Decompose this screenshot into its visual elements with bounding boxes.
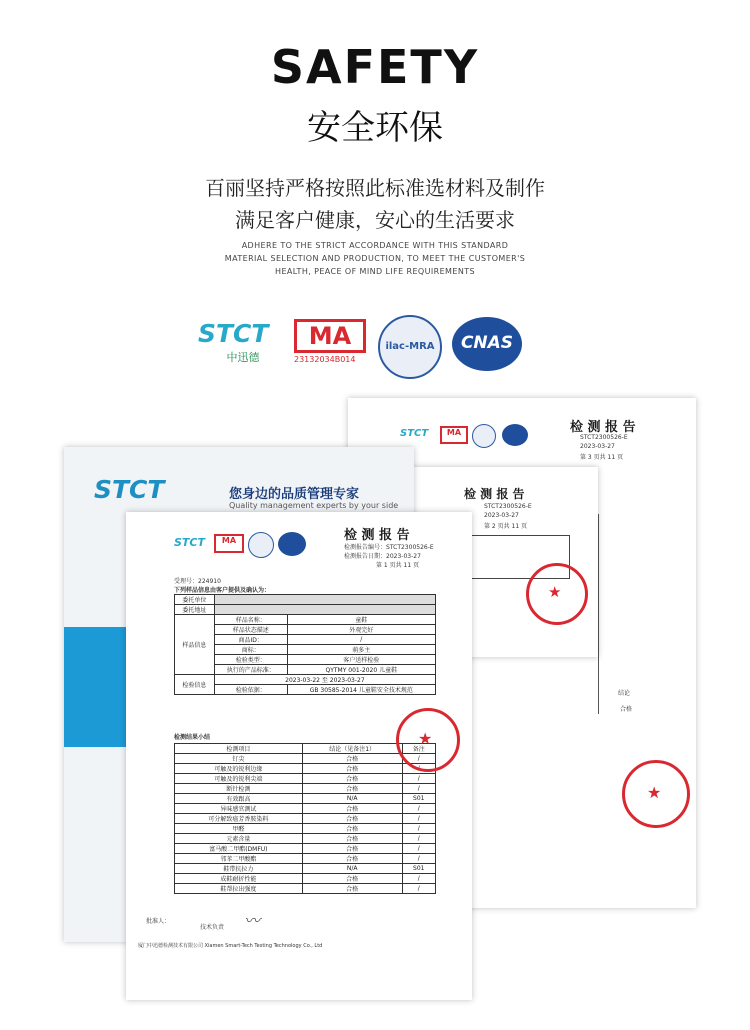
result-cell-item: 成鞋耐折性能 xyxy=(175,874,303,884)
official-stamp: ★ xyxy=(622,760,690,828)
result-cell-item: 有效跟高 xyxy=(175,794,303,804)
result-cell-remark: / xyxy=(402,874,435,884)
period-group-label: 检验信息 xyxy=(175,675,215,695)
result-cell-item: 甲醛 xyxy=(175,824,303,834)
result-cell-item: 鞋带抗拉力 xyxy=(175,864,303,874)
result-cell-remark: / xyxy=(402,774,435,784)
result-cell-remark: / xyxy=(402,754,435,764)
report-footer: 厦门中迅德检测技术有限公司 Xiamen Smart-Tech Testing Technology Co., Ltd xyxy=(138,943,323,949)
cnas-mini-logo xyxy=(502,424,528,446)
report-title: 检 测 报 告 xyxy=(464,487,525,501)
english-line-2: MATERIAL SELECTION AND PRODUCTION, TO MEET THE CUSTOMER'S xyxy=(224,254,526,263)
result-cell-result: 合格 xyxy=(302,884,402,894)
cnas-mini-logo xyxy=(278,532,306,556)
result-cell-result: 合格 xyxy=(302,784,402,794)
receipt-number: 受理号：224910 xyxy=(174,578,221,585)
sample-name-value: 童鞋 xyxy=(287,615,435,625)
result-cell-remark: / xyxy=(402,824,435,834)
result-cell-remark: / xyxy=(402,814,435,824)
table-row xyxy=(175,814,436,824)
certification-logos xyxy=(198,315,528,379)
result-cell-item: 钉尖 xyxy=(175,754,303,764)
brand-value: 萌多主 xyxy=(287,645,435,655)
conclusion-value: 合格 xyxy=(620,706,633,713)
results-title: 检测结果小结 xyxy=(174,734,211,741)
client-address-label: 委托地址 xyxy=(175,605,215,615)
result-cell-result: N/A xyxy=(302,794,402,804)
result-cell-result: 合格 xyxy=(302,754,402,764)
sample-info-table xyxy=(174,594,436,695)
cnas-logo: CNAS xyxy=(452,317,522,371)
results-block xyxy=(174,732,436,894)
page-title: SAFETY xyxy=(270,40,480,94)
result-cell-result: 合格 xyxy=(302,844,402,854)
table-row xyxy=(175,864,436,874)
ilac-mini-logo xyxy=(248,532,274,558)
table-row xyxy=(175,754,436,764)
report-page-number: 第 1 页共 11 页 xyxy=(376,562,420,569)
client-unit-label: 委托单位 xyxy=(175,595,215,605)
cma-mini-logo: MA xyxy=(440,426,468,444)
result-cell-remark: / xyxy=(402,834,435,844)
ilac-mini-logo xyxy=(472,424,496,448)
report-number: STCT2300526-E xyxy=(386,544,434,551)
report-date-label: 检测报告日期： xyxy=(344,553,387,560)
brand-label: 商标： xyxy=(214,645,287,655)
cma-logo: MA 23132034B014 xyxy=(294,319,368,371)
result-cell-result: 合格 xyxy=(302,834,402,844)
sample-state-label: 样品状态描述 xyxy=(214,625,287,635)
cma-mini-logo: MA xyxy=(214,534,244,553)
brochure-slogan-en: Quality management experts by your side xyxy=(229,501,399,510)
table-row xyxy=(175,794,436,804)
sample-group-label: 样品信息 xyxy=(175,615,215,675)
result-cell-result: 合格 xyxy=(302,874,402,884)
report-title: 检 测 报 告 xyxy=(570,420,636,435)
result-cell-remark: / xyxy=(402,784,435,794)
approver-label: 批准人： xyxy=(146,918,171,925)
result-cell-remark: / xyxy=(402,804,435,814)
report-page-number: 第 3 页共 11 页 xyxy=(580,454,624,461)
ilac-mra-logo: ilac-MRA xyxy=(378,315,442,379)
table-row xyxy=(175,854,436,864)
result-cell-remark: / xyxy=(402,844,435,854)
result-cell-remark: / xyxy=(402,884,435,894)
result-cell-result: 合格 xyxy=(302,824,402,834)
table-row xyxy=(175,844,436,854)
result-cell-item: 可触及的锐利尖端 xyxy=(175,774,303,784)
result-cell-item: 可分解致癌芳香胺染料 xyxy=(175,814,303,824)
product-id-value: / xyxy=(287,635,435,645)
result-cell-item: 异味感官测试 xyxy=(175,804,303,814)
stct-mini-logo: STCT xyxy=(400,428,429,439)
col-header-remark: 备注 xyxy=(402,744,435,754)
page-subtitle: 安全环保 xyxy=(307,108,443,148)
result-cell-result: 合格 xyxy=(302,774,402,784)
result-cell-remark: S01 xyxy=(402,794,435,804)
report-page-1 xyxy=(126,512,472,1000)
table-row xyxy=(175,784,436,794)
english-line-1: ADHERE TO THE STRICT ACCORDANCE WITH THIS STANDARD xyxy=(241,241,509,250)
col-header-result: 结论（见备注1） xyxy=(302,744,402,754)
result-cell-result: 合格 xyxy=(302,764,402,774)
result-cell-item: 鞋帮拉出强度 xyxy=(175,884,303,894)
result-cell-item: 元素含量 xyxy=(175,834,303,844)
report-date: 2023-03-27 xyxy=(386,553,421,560)
result-cell-remark: / xyxy=(402,854,435,864)
result-cell-remark: S01 xyxy=(402,864,435,874)
test-type-value: 客户送样检验 xyxy=(287,655,435,665)
result-cell-result: 合格 xyxy=(302,814,402,824)
approver-title: 技术负责 xyxy=(200,924,225,931)
official-stamp: ★ xyxy=(526,563,588,625)
stct-logo: STCT 中迅德 xyxy=(198,319,269,364)
results-table xyxy=(174,743,436,894)
brochure-slogan: 您身边的品质管理专家 xyxy=(229,487,360,502)
standard-value: QYTMY 001-2020 儿童鞋 xyxy=(287,665,435,675)
table-row xyxy=(175,774,436,784)
official-stamp: ★ xyxy=(396,708,460,772)
brochure-brand: STCT xyxy=(94,475,165,504)
english-line-3: HEALTH, PEACE OF MIND LIFE REQUIREMENTS xyxy=(275,267,475,276)
report-page-number: 第 2 页共 11 页 xyxy=(484,523,528,530)
report-date: 2023-03-27 xyxy=(484,512,519,519)
result-cell-result: 合格 xyxy=(302,804,402,814)
table-row xyxy=(175,874,436,884)
result-cell-item: 富马酸二甲酯(DMFU) xyxy=(175,844,303,854)
basis-label: 检验依据： xyxy=(214,685,287,695)
table-row xyxy=(175,804,436,814)
table-row xyxy=(175,764,436,774)
sample-info-block xyxy=(174,576,436,695)
client-address-value xyxy=(214,605,435,615)
period-value: 2023-03-22 至 2023-03-27 xyxy=(214,675,435,685)
report-number-label: 检测报告编号： xyxy=(344,544,387,551)
table-row xyxy=(175,834,436,844)
result-cell-item: 断针检测 xyxy=(175,784,303,794)
signature: 〰 xyxy=(244,911,261,930)
result-cell-result: N/A xyxy=(302,864,402,874)
report-number: STCT2300526-E xyxy=(484,503,532,510)
results-column xyxy=(598,514,659,714)
result-cell-result: 合格 xyxy=(302,854,402,864)
test-type-label: 检验类型： xyxy=(214,655,287,665)
report-title: 检 测 报 告 xyxy=(344,528,410,543)
basis-value: GB 30585-2014 儿童鞋安全技术规范 xyxy=(287,685,435,695)
report-number: STCT2300526-E xyxy=(580,434,628,441)
result-cell-item: 邻苯二甲酸酯 xyxy=(175,854,303,864)
sample-state-value: 外观完好 xyxy=(287,625,435,635)
table-row xyxy=(175,884,436,894)
report-date: 2023-03-27 xyxy=(580,443,615,450)
col-header-item: 检测项目 xyxy=(175,744,303,754)
table-row xyxy=(175,824,436,834)
description-line-2: 满足客户健康，安心的生活要求 xyxy=(235,208,515,232)
product-id-label: 商品ID： xyxy=(214,635,287,645)
result-cell-item: 可触及的锐利边缘 xyxy=(175,764,303,774)
result-cell-remark: / xyxy=(402,764,435,774)
standard-label: 执行的产品标准： xyxy=(214,665,287,675)
sample-name-label: 样品名称： xyxy=(214,615,287,625)
conclusion-label: 结论 xyxy=(618,690,631,697)
client-unit-value xyxy=(214,595,435,605)
client-section-title: 下列样品信息由客户提供及确认为： xyxy=(174,587,271,594)
description-line-1: 百丽坚持严格按照此标准选材料及制作 xyxy=(205,176,545,200)
stct-mini-logo: STCT xyxy=(174,536,206,549)
